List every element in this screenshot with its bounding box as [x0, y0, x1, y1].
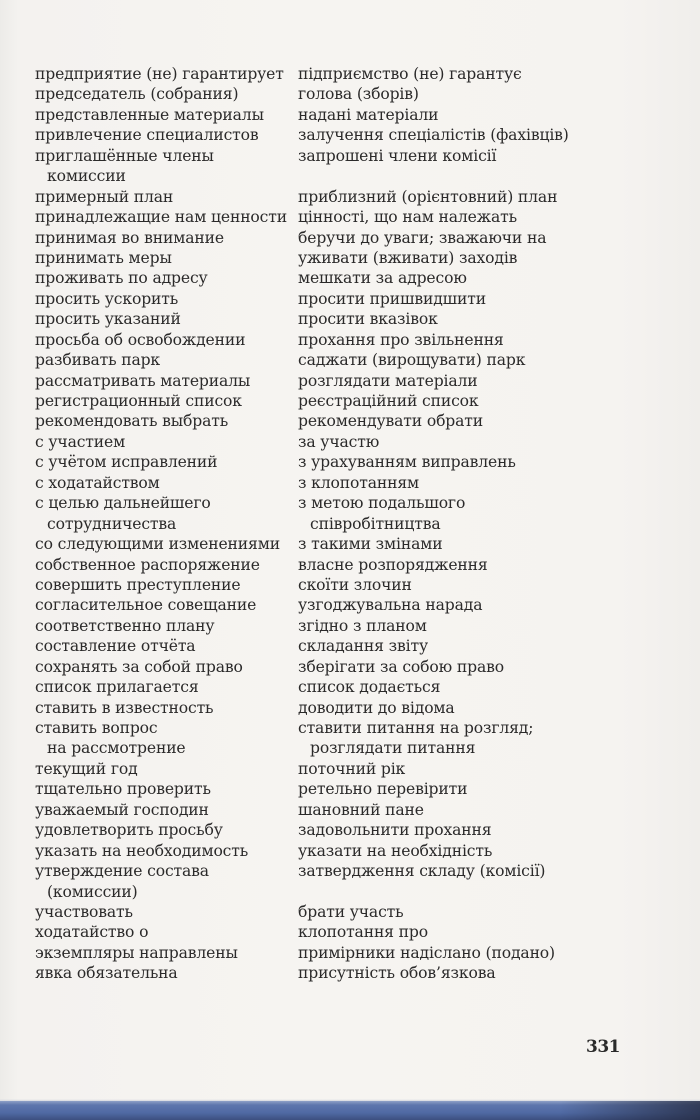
glossary-row: [35, 738, 635, 758]
glossary-row: [35, 820, 635, 840]
glossary-row: [35, 248, 635, 268]
russian-term: привлечение специалистов: [35, 126, 259, 145]
ukrainian-term: задовольнити прохання: [298, 821, 492, 840]
russian-term: с ходатайством: [35, 473, 160, 492]
ukrainian-term: з метою подальшого: [298, 494, 466, 513]
glossary-row: [35, 371, 635, 391]
russian-term: комиссии: [47, 167, 126, 186]
russian-term: просить ускорить: [35, 289, 179, 308]
glossary-row: [35, 309, 635, 329]
ukrainian-term: надані матеріали: [298, 105, 439, 124]
russian-term: удовлетворить просьбу: [35, 821, 223, 840]
russian-term: разбивать парк: [35, 351, 161, 370]
russian-term: с участием: [35, 432, 126, 451]
glossary-row: [35, 902, 635, 922]
ukrainian-term: з такими змінами: [298, 535, 443, 554]
glossary-row: [35, 575, 635, 595]
glossary-row: [35, 636, 635, 656]
glossary-row: [35, 207, 635, 227]
russian-term: с целью дальнейшего: [35, 494, 211, 513]
ukrainian-term: просити пришвидшити: [298, 289, 486, 308]
russian-term: список прилагается: [35, 678, 199, 697]
glossary-row: [35, 166, 635, 186]
page-number: 331: [586, 1037, 620, 1057]
glossary-row: [35, 330, 635, 350]
russian-term: со следующими изменениями: [35, 535, 280, 554]
russian-term: принимая во внимание: [35, 228, 224, 247]
ukrainian-term: цінності, що нам належать: [298, 208, 517, 227]
russian-term: (комиссии): [47, 882, 138, 901]
ukrainian-term: просити вказівок: [298, 310, 438, 329]
glossary-row: [35, 841, 635, 861]
ukrainian-term: [298, 166, 635, 186]
russian-term: составление отчёта: [35, 637, 196, 656]
russian-term: принадлежащие нам ценности: [35, 208, 287, 227]
ukrainian-term: складання звіту: [298, 637, 428, 656]
russian-term: рекомендовать выбрать: [35, 412, 229, 431]
ukrainian-term: список додається: [298, 678, 441, 697]
ukrainian-term: затвердження складу (комісії): [298, 862, 546, 881]
glossary-row: [35, 84, 635, 104]
glossary-row: [35, 411, 635, 431]
glossary-row: [35, 350, 635, 370]
russian-term: утверждение состава: [35, 862, 209, 881]
ukrainian-term: зберігати за собою право: [298, 657, 504, 676]
ukrainian-term: рекомендувати обрати: [298, 412, 484, 431]
ukrainian-term: ставити питання на розгляд;: [298, 719, 534, 737]
glossary-row: [35, 718, 635, 738]
glossary-row: [35, 882, 635, 902]
ukrainian-term: поточний рік: [298, 759, 406, 778]
ukrainian-term: розглядати матеріали: [298, 371, 478, 390]
russian-term: рассматривать материалы: [35, 371, 251, 390]
russian-term: сохранять за собой право: [35, 657, 243, 676]
ukrainian-term: саджати (вирощувати) парк: [298, 351, 526, 370]
russian-term: ходатайство о: [35, 923, 149, 942]
ukrainian-term: мешкати за адресою: [298, 269, 467, 288]
russian-term: текущий год: [35, 759, 138, 778]
russian-term: ставить в известность: [35, 698, 214, 717]
ukrainian-term: з урахуванням виправлень: [298, 453, 516, 472]
glossary-row: [35, 677, 635, 697]
ukrainian-term: підприємство (не) гарантує: [298, 65, 522, 83]
russian-term: сотрудничества: [47, 514, 177, 533]
russian-term: предприятие (не) гарантирует: [35, 65, 284, 83]
glossary-row: [35, 432, 635, 452]
glossary-row: [35, 616, 635, 636]
russian-term: на рассмотрение: [47, 739, 186, 758]
glossary-row: [35, 146, 635, 166]
glossary-row: [35, 779, 635, 799]
ukrainian-term: примірники надіслано (подано): [298, 943, 555, 962]
ukrainian-term: беручи до уваги; зважаючи на: [298, 228, 547, 247]
ukrainian-term: власне розпорядження: [298, 555, 488, 574]
glossary-row: [35, 534, 635, 554]
ukrainian-term: брати участь: [298, 902, 404, 921]
ukrainian-term: доводити до відома: [298, 698, 455, 717]
russian-term: соответственно плану: [35, 616, 215, 635]
ukrainian-term: указати на необхідність: [298, 841, 493, 860]
glossary-row: [35, 514, 635, 534]
russian-term: совершить преступление: [35, 575, 241, 594]
ukrainian-term: згідно з планом: [298, 616, 427, 635]
russian-term: тщательно проверить: [35, 780, 211, 799]
glossary-row: [35, 657, 635, 677]
russian-term: экземпляры направлены: [35, 943, 238, 962]
ukrainian-term: ретельно перевірити: [298, 780, 468, 799]
russian-term: проживать по адресу: [35, 269, 208, 288]
ukrainian-term: клопотання про: [298, 923, 428, 942]
glossary-row: [35, 452, 635, 472]
ukrainian-term: [298, 882, 635, 902]
russian-term: регистрационный список: [35, 392, 242, 410]
glossary-row: [35, 493, 635, 513]
glossary-row: [35, 759, 635, 779]
ukrainian-term: за участю: [298, 432, 380, 451]
bottom-band-shadow: [560, 1101, 700, 1120]
glossary-row: [35, 555, 635, 575]
ukrainian-term: скоїти злочин: [298, 575, 412, 594]
glossary-row: [35, 289, 635, 309]
ukrainian-term: голова (зборів): [298, 85, 419, 104]
glossary-row: [35, 105, 635, 125]
russian-term: примерный план: [35, 187, 174, 206]
glossary-row: [35, 391, 635, 411]
glossary-row: [35, 963, 635, 983]
ukrainian-term: узгоджувальна нарада: [298, 596, 483, 615]
russian-term: с учётом исправлений: [35, 453, 218, 472]
russian-term: просить указаний: [35, 310, 181, 329]
glossary-row: [35, 473, 635, 493]
glossary-row: [35, 698, 635, 718]
russian-term: указать на необходимость: [35, 841, 249, 860]
ukrainian-term: уживати (вживати) заходів: [298, 248, 518, 267]
russian-term: согласительное совещание: [35, 596, 257, 615]
ukrainian-term: прохання про звільнення: [298, 330, 504, 349]
ukrainian-term: реєстраційний список: [298, 392, 479, 410]
glossary-row: [35, 187, 635, 207]
glossary-row: [35, 268, 635, 288]
glossary-row: [35, 64, 635, 84]
ukrainian-term: запрошені члени комісії: [298, 146, 497, 165]
russian-term: явка обязательна: [35, 964, 178, 983]
russian-term: собственное распоряжение: [35, 555, 260, 574]
ukrainian-term: з клопотанням: [298, 473, 420, 492]
russian-term: представленные материалы: [35, 105, 264, 124]
russian-term: председатель (собрания): [35, 85, 239, 104]
glossary-row: [35, 943, 635, 963]
ukrainian-term: розглядати питання: [310, 739, 476, 758]
russian-term: приглашённые члены: [35, 146, 214, 165]
glossary-row: [35, 861, 635, 881]
glossary-row: [35, 595, 635, 615]
russian-term: просьба об освобождении: [35, 330, 246, 349]
russian-term: участвовать: [35, 902, 133, 921]
ukrainian-term: шановний пане: [298, 800, 424, 819]
russian-term: уважаемый господин: [35, 800, 209, 819]
glossary-row: [35, 800, 635, 820]
ukrainian-term: присутність обов’язкова: [298, 964, 496, 983]
glossary-row: [35, 228, 635, 248]
russian-term: ставить вопрос: [35, 719, 158, 737]
russian-term: принимать меры: [35, 248, 172, 267]
glossary-row: [35, 922, 635, 942]
glossary-table: [35, 64, 635, 984]
ukrainian-term: приблизний (орієнтовний) план: [298, 187, 558, 206]
ukrainian-term: залучення спеціалістів (фахівців): [298, 126, 569, 145]
glossary-row: [35, 125, 635, 145]
ukrainian-term: співробітництва: [310, 514, 441, 533]
